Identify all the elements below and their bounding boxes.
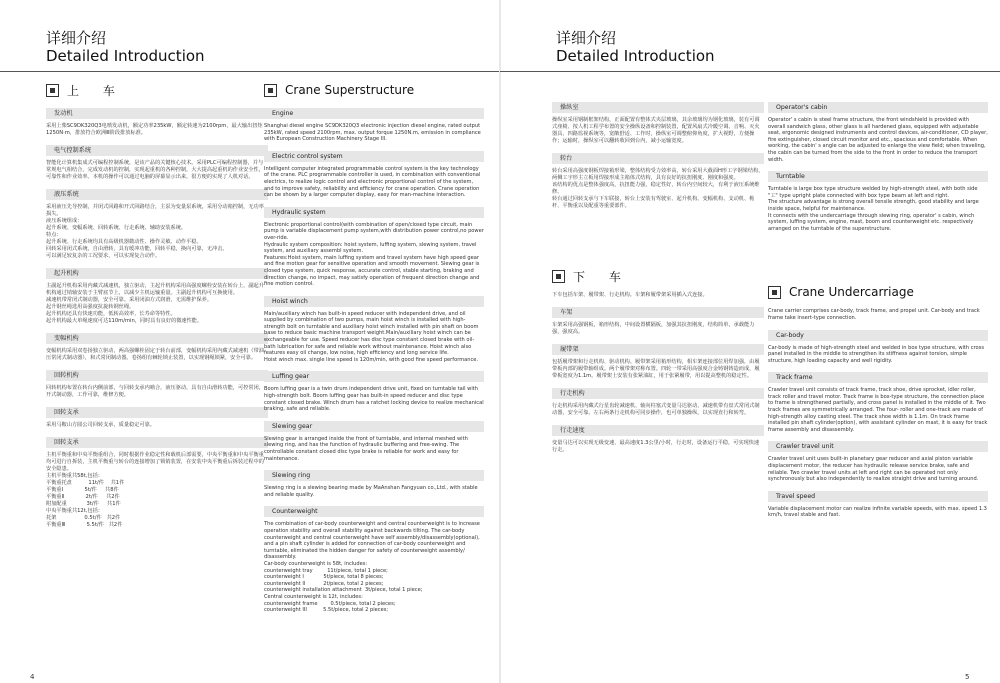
page-number: 5 [965,673,970,681]
header-divider [500,71,1000,72]
section-label-bar: 回转支承 [46,437,268,448]
section-body-text: 采用马鞍山方圆公司回转支承，质量稳定可靠。 [46,422,155,428]
section-heading [46,80,268,100]
section-body-text: The combination of car-body counterweight and central counterweight is to increase operation stability and overall stability against backwards tilting. The car-body counterweight and central counterweight have self assembly/disassembly(optional), and a pin shaft cylinder is added for connection of car-body counterweight and turntable, eliminated the hidden danger for safety of counterweight assembly/ disassembly. Car-body counterweight is 58t, includes: counterweight tray 11t/piece, total 1 piece; counterweight I 5t/piece, total 8 pieces; counterweight II 2t/piece, total 2 pieces; counterweight installation attachment 3t/piece, total 1 piece; Central counterweight is 12t, includes: counterweight frame 0.5t/piece, total 2 pieces; counterweight III 5.5t/piece, total 2 pieces; [264,521,480,614]
section-title: Crane Undercarriage [789,285,914,300]
section-body-text: 变幅机构采用双卷扬独立驱动，两高强螺栓固定于转台前部，变幅机构采用内藏式减速机（带油压常闭式制动器），和式常闭制动器。卷扬组有棘轮锁止装置，以实现钢绳锁紧，安全可靠。 [46,348,264,361]
section-label-bar: Car-body [768,330,988,341]
page-number: 4 [30,673,35,681]
section-title: 上 车 [67,83,125,98]
section-label-bar: 履带架 [552,344,764,355]
section-body-text: 智能化计算机集成式可编程控制系统，是该产品的关键核心技术。采用PLC可编程控制器，并与常规电气相结合，完成发动机的控制，实现起重机的各种控制，大大提高起重机的作业安全性，可靠性和作业效率。本机的操作可以通过电脑的屏幕显示出来，很方便的实现了人机对话。 [46,160,264,180]
section-label-bar: 转台 [552,153,764,164]
section-body-text: 包括履带架和行走机构、驱动机构。履带架采用箱形结构，相车架连接部位用焊加强，由履带板内部的履带轴组成。两个履带架对称布置。四轮一带采用高强度合金铸钢铸造而成，履带板宽度为1.1m。履带架上安装有张紧油缸，用于张紧履带，用以提高整机的稳定性。 [552,359,760,379]
section-label-bar: Track frame [768,372,988,383]
section-heading [264,80,484,100]
section-body-text: Boom luffing gear is a twin drum independent drive unit, fixed on turntable tail with high-strength bolt. Boom luffing gear has built-in speed reducer and disc type constant closed brake. Winch drum has a ratchet locking device to realize mechanical braking, safe and reliable. [264,386,486,413]
section-square-icon [768,286,781,299]
section-heading [768,282,988,302]
section-label-bar: 回转机构 [46,370,268,381]
section-label-bar: Luffing gear [264,371,484,382]
section-body-text: Crawler travel unit consists of track frame, track shoe, drive sprocket, idler roller, track roller and travel motor. Track frame is box-type structure, the connection place to frame is strengthened partially, and cross panel is installed in the middle of it. Two track frames are symmetrically arranged. The four- roller and one-track are made of high-strength alloy casting steel. The track shoe width is 1.1m. On track frame installed pin shaft cylinder(option), with assistant cylinder on mast, it is easy for track frame assembly and disassembly. [768,387,989,433]
section-list [552,102,764,210]
section-body-text: 主副起升机构采用内藏式减速机，独立驱动，主起升机构采用高强度螺栓安装在转台上，副起升机构通过销轴安装于主臂底节上，以减少主机运输重量。主副起升机构可互换使用。 减速机带常闭式制动器，安全可靠。采用闭油方式润滑，无需维护保养。 起升钢丝绳选用高强度抗旋转钢丝绳。 起升机构还具有快速功能，低转高效率，长寿命等特性。 起升机构最大单绳速度可达110m/min，同时具有良好的微速性能。 [46,283,264,324]
section-label-bar: Slewing ring [264,470,484,481]
section-body-text: Crawler travel unit uses built-in planetary gear reducer and axial piston variable displacement motor, the reducer has hydraulic release service brake, safe and reliable. Two crawler travel units at left and right can be operated not only synchronously but also independently to realize straight drive and turning around. [768,456,979,483]
section-body-text: Slewing ring is a slewing bearing made by MaAnshan Fangyuan co.,Ltd., with stable and reliable quality. [264,485,480,498]
right-page [500,0,1000,683]
section-square-icon [46,84,59,97]
page-header-cn: 详细介绍 [46,29,107,47]
section-body-text: Operator' s cabin is steel frame structure, the front windshield is provided with overall sandwich glass, other glass is all hardened glass, equipped with adjustable seat, ergonomic designed instruments and control devices, air-conditioner, CD player, fire extinguisher, closed circuit monitor and etc., spacious and comfortable. When working, the cabin' s angle can be adjusted to enlarge the view field; when traveling, the cabin can be turned from the side to the front in order to reduce the transport width. [768,117,990,163]
section-heading [552,266,764,286]
page-header-en: Detailed Introduction [556,47,715,65]
section-body-text: Main/auxiliary winch has built-in speed reducer with independent drive, and oil supplied by combination of two pumps, main hoist winch is installed with high- strength bolt on turntable and auxiliary hoist winch installed with pin shaft on boom base to reduce basic machine transport weight.Main/auxiliary hoist winch can be exchangeable for use. Speed reducer has disc type constant closed brake with oil-bath lubrication for safe and reliable work without maintenance. Hoist winch also features easy oil change, low noise, high efficiency and long service life. Hoist winch max. single line speed is 120m/min, with good fine speed performance. [264,310,479,363]
section-label-bar: 起升机构 [46,268,268,279]
section-body-text: 转台采用高强度钢板焊接箱形梁，整体结构受力效率高，转台采用大截面H形工字钢梁结构，两侧工字形主立板用焊接形成主箱体式结构，具有良好的抗扭刚度、刚度和强度。 该结构的优点是整体强度高，抗扭能力强，稳定性好，转台内空间较大，有利于液压系统维修。 转台通过回转支承与下车联接，转台上安装有驾驶室、起升机构、变幅机构、支动机、桅杆、平衡重以及配重等重要部件。 [552,168,764,209]
section-body-text: Slewing gear is arranged inside the front of turntable, and internal meshed with slewing ring, and has the function of hydraulic buffering and free-swing. The controllable constant closed disc type brake is reliable for work and easy for maintenance. [264,435,470,462]
page-header-en: Detailed Introduction [46,47,205,65]
section-square-icon [264,84,277,97]
header-divider [0,71,500,72]
section-body-text: 车架采用高强钢板，箱形结构，中间设置横隔板，加强其抗扭刚度，结构简单，承载能力强，强度高。 [552,322,755,335]
section-label-bar: Travel speed [768,491,988,502]
section-list [768,102,988,232]
section-label-bar: 液压系统 [46,189,268,200]
section-body-text: Turntable is large box type structure welded by high-strength steel, with both side "工" type upright plate connected with box type beam at left and right. The structure advantage is strong overall tensile strength, good stability and large inside space, helpful for maintenance. It connects with the undercarriage through slewing ring, operator' s cabin, winch system, luffing system, engine, mast, boom and counterweight etc. respectively arranged on the turntable of the superstructure. [768,186,979,232]
section-body-text: 采用上柴SC9DK320Q3电喷发动机，额定功率235kW，额定转速为2100rpm，最大输出扭矩1250N·m，排放符合欧洲Ⅲ阶段排放标准。 [46,123,263,136]
section-label-bar: Hoist winch [264,296,484,307]
left-en-column [264,80,484,614]
left-cn-column [46,80,268,529]
section-label-bar: 操纵室 [552,102,764,113]
section-body-text: 操纵室采用钢制框架结构，正面配置有整体式夹层玻璃，其余玻璃均为钢化玻璃，装有可调式座椅、按人机工程学布置的安全操纵设备和控制装置，配置风扇式冷暖空调、音响、灭火器具、四路监视系统等，宽敞舒适、工作时，操纵室可调整俯仰角度，扩大视野，方便操作；运输时，操纵室可以翻转收回到台内，减小运输宽度。 [552,117,760,144]
section-body-text: Variable displacement motor can realize infinite variable speeds, with max. speed 1.3 km/h, travel stable and fast. [768,505,989,519]
section-list [264,108,484,614]
section-label-bar: Slewing gear [264,421,484,432]
section-title: Crane Superstructure [285,83,415,97]
section-body-text: Shanghai diesel engine SC9DK320Q3 electronic injection diesel engine, rated output 235kW, rated speed 2100rpm, max. output forque 1250N.m, emission in compliance with European Construction Machinery Stage III. [264,123,483,143]
section-label-bar: 行走机构 [552,388,764,399]
section-body-text: 回转机构布置在转台内侧前部，与回转支承内啮合，液压驱动，具有自由滑转功能，可控常闭，开式制动器，工作可靠，维修方便。 [46,385,264,398]
section-square-icon [552,270,565,283]
section-label-bar: 回转支承 [46,407,268,418]
section-label-bar: Hydraulic system [264,207,484,218]
section-list [552,307,764,454]
section-intro: 下车包括车架、履带架、行走机构。车架和履带架采用插入式连接。 [552,292,708,298]
section-intro: Crane carrier comprises car-body, track frame, and propel unit. Car-body and track frame take insert-type connection. [768,308,982,321]
section-body-text: 采用液压先导控制，并闭式回路和开式回路结合，主泵为变量泵系统，采用分动箱控制，无功率损失。 液压系统组成： 起升系统、变幅系统、回转系统、行走系统、辅助安装系统。 特点： 起升系统、行走系统均具有高级机器微动性、操作灵敏、动作平稳。 回转采用闭式系统，自由滑转，具有缓冲功能，回转平稳，换向可靠，无冲击。 可以满足较复杂的工况要求，可以实现复合动作。 [46,204,264,259]
section-label-bar: Operator's cabin [768,102,988,113]
section-label-bar: Engine [264,108,484,119]
section-label-bar: 行走速度 [552,425,764,436]
section-label-bar: Crawler travel unit [768,441,988,452]
section-title: 下 车 [573,269,631,284]
section-label-bar: Counterweight [264,506,484,517]
section-list [46,108,268,529]
section-label-bar: 车架 [552,307,764,318]
section-body-text: 变量马达可以实现无级变速，最高速度1.3公里/小时，行走时，设备运行平稳，可实现快速行走。 [552,440,760,453]
section-label-bar: Electric control system [264,151,484,162]
right-en-column [768,94,988,519]
right-cn-column [552,94,764,454]
page-header-cn: 详细介绍 [556,29,617,47]
section-label-bar: Turntable [768,171,988,182]
section-list [768,330,988,520]
section-body-text: Intelligent computer integrated programmable control system is the key technology of the crane. PLC programmable controller is used, in combination with conventional electrics, to realize logic control and electronic proportional control of the system, and to improve safety, reliability and efficiency for crane operation. Crane operation can be shown by a larger computer display, easy for man-machine interaction. [264,165,482,199]
section-body-text: 行走机构采用内藏式行星齿轮减速机、轴向柱塞式变量马达驱动，减速机带有盘式常闭式制动器，安全可靠。左右两条行走机构可同步操作，也可单独操纵，以实现直行和转弯。 [552,403,760,416]
section-label-bar: 电气控制系统 [46,145,268,156]
section-label-bar: 发动机 [46,108,268,119]
section-body-text: 主机平衡重和中央平衡重组合，同时根据作业稳定性和载机后部需要，中央平衡重和中央平衡重均可进行自拆装，主机平衡重与转台的连接增加了锁销装置，在安装中央平衡重后拆装过程中的安全隐患。 主机平衡重共58t,包括： 平衡重托盘 11t/件 共1件 平衡重Ⅰ 5t/件 共8件 平衡重Ⅱ 2t/件 共2件 附加配重 3t/件 共1件 中央平衡重共12t,包括： 托架 0.5t/件 共2件 平衡重Ⅲ 5.5t/件 共2件 [46,452,264,528]
section-body-text: Car-body is made of high-strength steel and welded in box type structure, with cross panel installed in the middle to strengthen its stiffness against torsion, simple structure, high loading capacity and well rigidity. [768,344,986,364]
section-body-text: Electronic proportional control(with combination of open/closed type circuit, main pump is variable displacement pump system,with distribution power control,no power over-ride. Hydraulic system composition: hoist system, luffing system, slewing system, travel system, and auxiliary assembl system. Features:Hoist system, main luffing system and travel system have high speed gear and fine motion gear for sensitive operation and smooth movement. Slewing gear is closed type system, quick response, accurate control, stable starting, braking and direction change, no impact, may satisfy operation of frequent direction change and fine motion control. [264,221,484,288]
section-label-bar: 变幅机构 [46,333,268,344]
